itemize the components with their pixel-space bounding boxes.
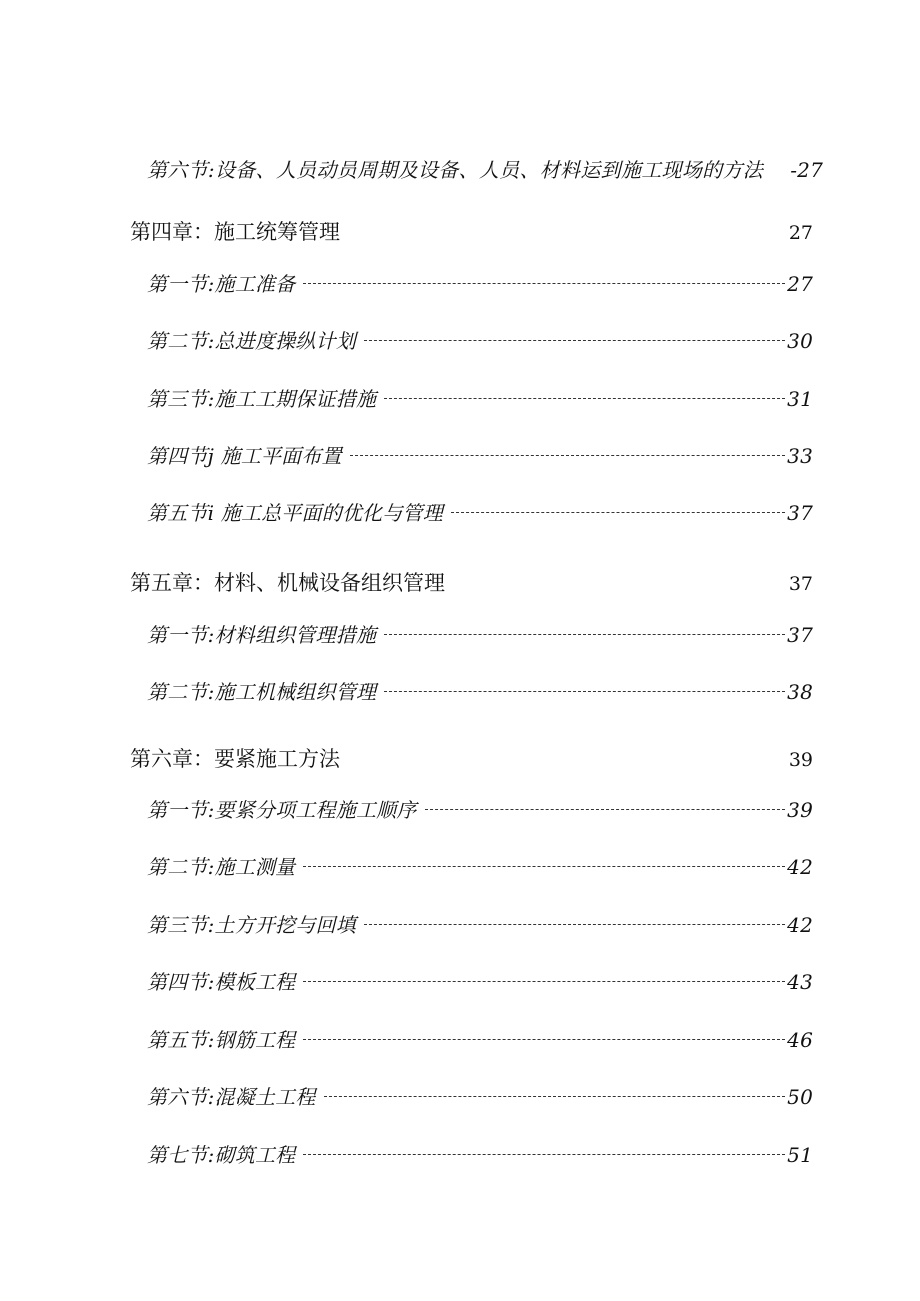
toc-entry-page: 31 xyxy=(787,387,813,411)
dash-leader xyxy=(303,283,785,284)
toc-entry-title: 第六节:混凝土工程 xyxy=(147,1085,316,1109)
toc-entry-section[interactable] xyxy=(147,440,813,469)
toc-entry-title: 第三节:土方开挖与回填 xyxy=(147,913,356,937)
dash-leader xyxy=(364,340,785,341)
toc-entry-title: 第四章：施工统筹管理 xyxy=(130,220,340,244)
toc-entry-section[interactable] xyxy=(147,154,823,183)
toc-entry-section[interactable] xyxy=(147,325,813,354)
toc-entry-page: -27 xyxy=(790,158,823,182)
toc-entry-title: 第六节:设备、人员动员周期及设备、人员、材料运到施工现场的方法 xyxy=(147,158,764,182)
toc-entry-page: 42 xyxy=(787,855,813,879)
toc-entry-chapter[interactable] xyxy=(130,743,813,773)
dash-leader xyxy=(451,512,785,513)
dash-leader xyxy=(384,691,785,692)
toc-entry-section[interactable] xyxy=(147,966,813,995)
toc-entry-page: 39 xyxy=(787,798,813,822)
toc-entry-title: 第五章：材料、机械设备组织管理 xyxy=(130,571,445,595)
toc-entry-page: 39 xyxy=(788,749,813,771)
dash-leader xyxy=(303,1039,785,1040)
toc-entry-section[interactable] xyxy=(147,383,813,412)
toc-entry-page: 33 xyxy=(787,444,813,468)
toc-entry-title: 第一节:材料组织管理措施 xyxy=(147,623,377,647)
toc-entry-page: 27 xyxy=(787,272,813,296)
toc-entry-section[interactable] xyxy=(147,497,813,526)
toc-entry-page: 37 xyxy=(787,623,813,647)
toc-entry-section[interactable] xyxy=(147,851,813,880)
dash-leader xyxy=(303,981,785,982)
toc-entry-chapter[interactable] xyxy=(130,216,813,246)
toc-entry-title: 第七节:砌筑工程 xyxy=(147,1143,296,1167)
toc-entry-title: 第二节:总进度操纵计划 xyxy=(147,329,356,353)
toc-entry-title: 第五节i 施工总平面的优化与管理 xyxy=(147,501,443,525)
toc-entry-section[interactable] xyxy=(147,909,813,938)
toc-entry-page: 38 xyxy=(787,680,813,704)
dash-leader xyxy=(384,634,785,635)
toc-entry-page: 37 xyxy=(788,573,813,595)
toc-entry-section[interactable] xyxy=(147,1081,813,1110)
toc-entry-page: 27 xyxy=(788,222,813,244)
toc-entry-page: 30 xyxy=(787,329,813,353)
toc-entry-title: 第二节:施工测量 xyxy=(147,855,296,879)
toc-entry-page: 43 xyxy=(787,970,813,994)
toc-entry-title: 第四节j 施工平面布置 xyxy=(147,444,342,468)
toc-entry-page: 50 xyxy=(787,1085,813,1109)
toc-entry-section[interactable] xyxy=(147,1139,813,1168)
dash-leader xyxy=(324,1096,786,1097)
dash-leader xyxy=(364,924,785,925)
dash-leader xyxy=(303,1154,785,1155)
dash-leader xyxy=(384,398,785,399)
dash-leader xyxy=(425,809,786,810)
toc-entry-title: 第一节:施工准备 xyxy=(147,272,296,296)
dash-leader xyxy=(303,866,785,867)
toc-entry-section[interactable] xyxy=(147,619,813,648)
dash-leader xyxy=(350,455,785,456)
toc-entry-title: 第四节:模板工程 xyxy=(147,970,296,994)
toc-entry-page: 46 xyxy=(787,1028,813,1052)
toc-entry-page: 42 xyxy=(787,913,813,937)
toc-entry-title: 第五节:钢筋工程 xyxy=(147,1028,296,1052)
toc-entry-title: 第二节:施工机械组织管理 xyxy=(147,680,377,704)
toc-entry-section[interactable] xyxy=(147,794,813,823)
toc-entry-page: 37 xyxy=(787,501,813,525)
toc-entry-section[interactable] xyxy=(147,268,813,297)
toc-entry-page: 51 xyxy=(787,1143,813,1167)
toc-entry-title: 第一节:要紧分项工程施工顺序 xyxy=(147,798,417,822)
toc-entry-title: 第三节:施工工期保证措施 xyxy=(147,387,377,411)
toc-entry-section[interactable] xyxy=(147,676,813,705)
toc-entry-section[interactable] xyxy=(147,1024,813,1053)
toc-entry-title: 第六章：要紧施工方法 xyxy=(130,747,340,771)
toc-entry-chapter[interactable] xyxy=(130,567,813,597)
